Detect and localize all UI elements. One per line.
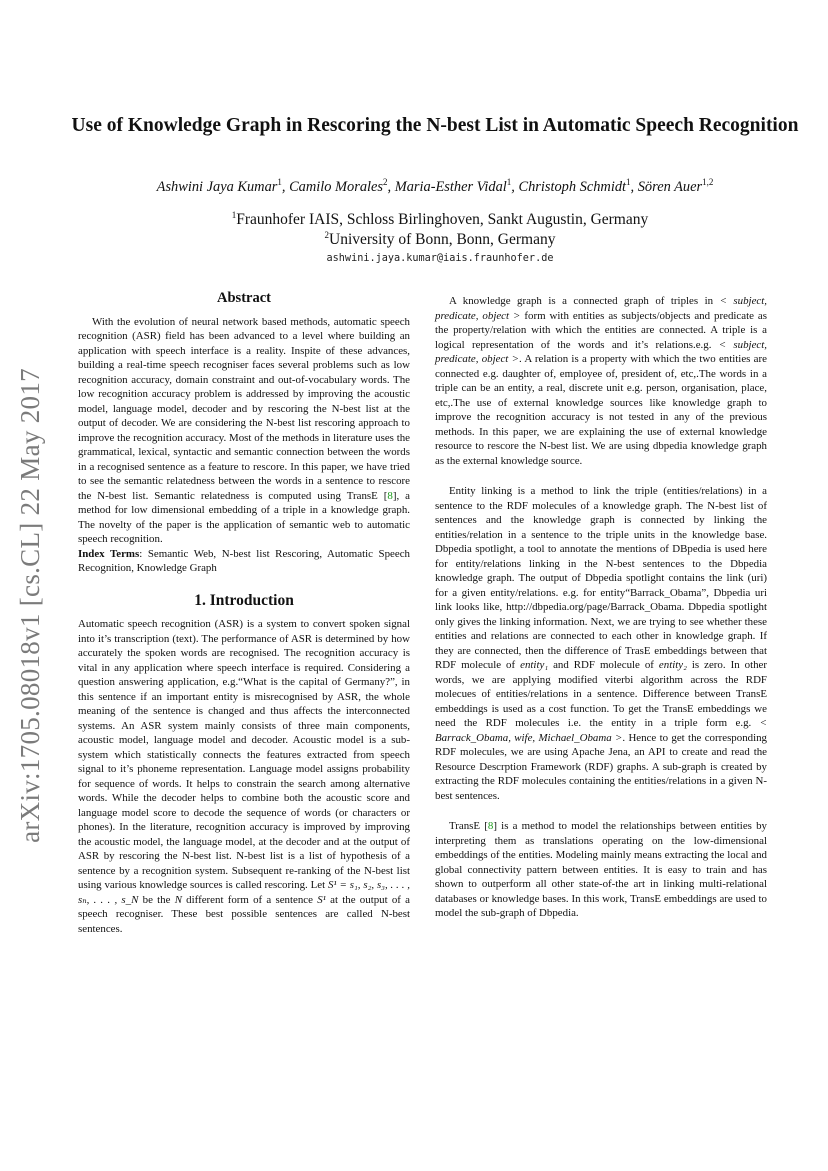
introduction-paragraph: Automatic speech recognition (ASR) is a system to convert spoken signal into it’s transcription (text). The performance of ASR is determined by how accurately the spoken words are recognised. The recognition accuracy is vital in any application where speech interface is required. Considering a question answering application, e.g.“What is the capital of Germany?”, in this sentence if an important entity is misrecognised by ASR, the whole meaning of the sentence is changed and thus affects the interconnected systems. An ASR system mainly consists of three main components, acoustic model, language model and decoder. Acoustic model is a sub-system which statistically connects the features extracted from speech signal to it’s phoneme representation. Language model assigns probability for sequence of words. It helps to constrain the search among alternative words. While the decoder helps to combine both the acoustic score and language model score to decode the sequence of words (or characters or phones). In the literature, recognition accuracy is improved by improving the acoustic model, the language model, at the decoder and at the output of ASR by rescoring the N-best list. N-best list is a list of hypothesis of a sentence by a recognition system. Subsequent re-ranking of the N-best list using various knowledge sources is called rescoring. Let S¹ = s₁, s₂, s₃, . . . , sₙ, . . . , s_N be the N different form of a sentence S¹ at the output of a speech recogniser. These best possible sentences are called N-best sentences. <box>78 618 411 935</box>
author-name: Maria-Esther Vidal <box>394 178 507 195</box>
affiliation-2: $^2$University of Bonn, Bonn, Germany <box>324 230 556 249</box>
entity-linking-paragraph: Entity linking is a method to link the triple (entities/relations) in a sentence to the RDF molecules of a knowledge graph. The N-best list of sentences and the knowledge graph is connected by linking the entities/relation in a sentence to the triple units in the knowledge base. Dbpedia spotlight, a tool to annotate the mentions of DBpedia is used here for entity/relations linking in the N-best sentences to the Dbpedia knowledge graph. The output of Dbpedia spotlight contains the link (uri) for a given entity/relations. e.g. for entity“Barrack_Obama”, Dbpedia uri link looks like, http://dbpedia.org/page/Barrack_Obama. Dbpedia spotlight only gives the linking information. Next, we are trying to see whether these entities and relations are connected to each other in knowledge graph. If they are connected, then the difference of TrasE embeddings between that RDF molecule of entity₁ and RDF molecule of entity₂ is zero. In other words, we are applying modified viterbi algorithm across the RDF molecues of entities/relations in a sentence. Difference between TransE embeddings is used as a cost function. To get the TransE embeddings we need the RDF molecules i.e. the entity in a triple form e.g. < Barrack_Obama, wife, Michael_Obama >. Hence to get the corresponding RDF molecules, we are using Apache Jena, an API to create and read the Resource Descrption Framework (RDF) graphs. A sub-graph is created by extracting the RDF molecules containing the entities/relations in a given N-best sentences. <box>435 485 768 802</box>
contact-email: ashwini.jaya.kumar@iais.fraunhofer.de <box>326 253 554 264</box>
index-terms: Index Terms: Semantic Web, N-best list Rescoring, Automatic Speech Recognition, Knowledge Graph <box>78 547 411 574</box>
author-list: Ashwini Jaya Kumar$^1$, Camilo Morales$^2$, Maria-Esther Vidal$^1$, Christoph Schmidt$^1$, Sören Auer$^{1,2}$ <box>156 177 714 195</box>
affiliation-1: $^1$Fraunhofer IAIS, Schloss Birlinghoven, Sankt Augustin, Germany <box>231 210 649 229</box>
author-name: Sören Auer <box>637 178 703 195</box>
introduction-heading: 1. Introduction <box>194 591 294 609</box>
transe-paragraph: TransE [8] is a method to model the relationships between entities by interpreting them as translations operating on the low-dimensional embeddings of the entities. Modeling mainly means extracting the local and global connectivity pattern between entities. It is easy to train and has shown to outperform all other state-of-the art in linking multi-relational databases or knowledge bases. In this work, TransE embeddings are used to model the sub-graph of Dbpedia. <box>435 820 767 919</box>
citation-link[interactable]: 8 <box>387 489 393 502</box>
author-name: Christoph Schmidt <box>518 178 627 195</box>
right-column <box>435 294 767 921</box>
abstract-body: With the evolution of neural network based methods, automatic speech recognition (ASR) field has been advanced to a level where building an application with speech interface is a reality. Inspite of these advances, building a real-time speech recogniser faces several problems such as low recognition accuracy, domain constraint and out-of-vocabulary words. The low recognition accuracy problem is addressed by improving the acoustic model, language model, decoder and by rescoring the N-best list at the output of decoder. We are considering the N-best list rescoring approach to improve the recognition accuracy. Most of the methods in literature uses the grammatical, lexical, syntactic and semantic connection between the words in a recognised sentence as a feature to rescore. In this paper, we have tried to see the semantic relatedness between the words in a sentence to rescore the N-best list. Semantic relatedness is computed using TransE [8], a method for low dimensional embedding of a triple in a knowledge graph. The novelty of the paper is the application of semantic web to automatic speech recognition. <box>78 315 411 545</box>
arxiv-stamp: arXiv:1705.08018v1 [cs.CL] 22 May 2017 <box>14 367 45 843</box>
citation-link[interactable]: 8 <box>487 820 494 832</box>
abstract-heading: Abstract <box>217 290 271 306</box>
paper-title: Use of Knowledge Graph in Rescoring the N-best List in Automatic Speech Recognition <box>71 115 799 136</box>
author-name: Camilo Morales <box>289 178 384 195</box>
knowledge-graph-paragraph: A knowledge graph is a connected graph of triples in < subject, predicate, object > form with entities as subjects/objects and predicate as the property/relation with which the entities are connected. A triple is a logical representation of the words and it’s relations.e.g. < subject, predicate, object >. A relation is a property with which the two entities are connected e.g. daughter of, employee of, president of, etc,.The words in a triple can be an entity, a real, discrete unit e.g. person, organisation, place, etc,.The use of external knowledge sources like knowledge graph to improve the recognition accuracy is not tested in any of the previous methods. In this paper, we are explaining the use of external knowledge resource to rescore the N-best list. We are using dbpedia knowledge graph as the external knowledge source. <box>435 295 768 467</box>
author-name: Ashwini Jaya Kumar <box>156 178 278 195</box>
left-column <box>78 291 410 936</box>
